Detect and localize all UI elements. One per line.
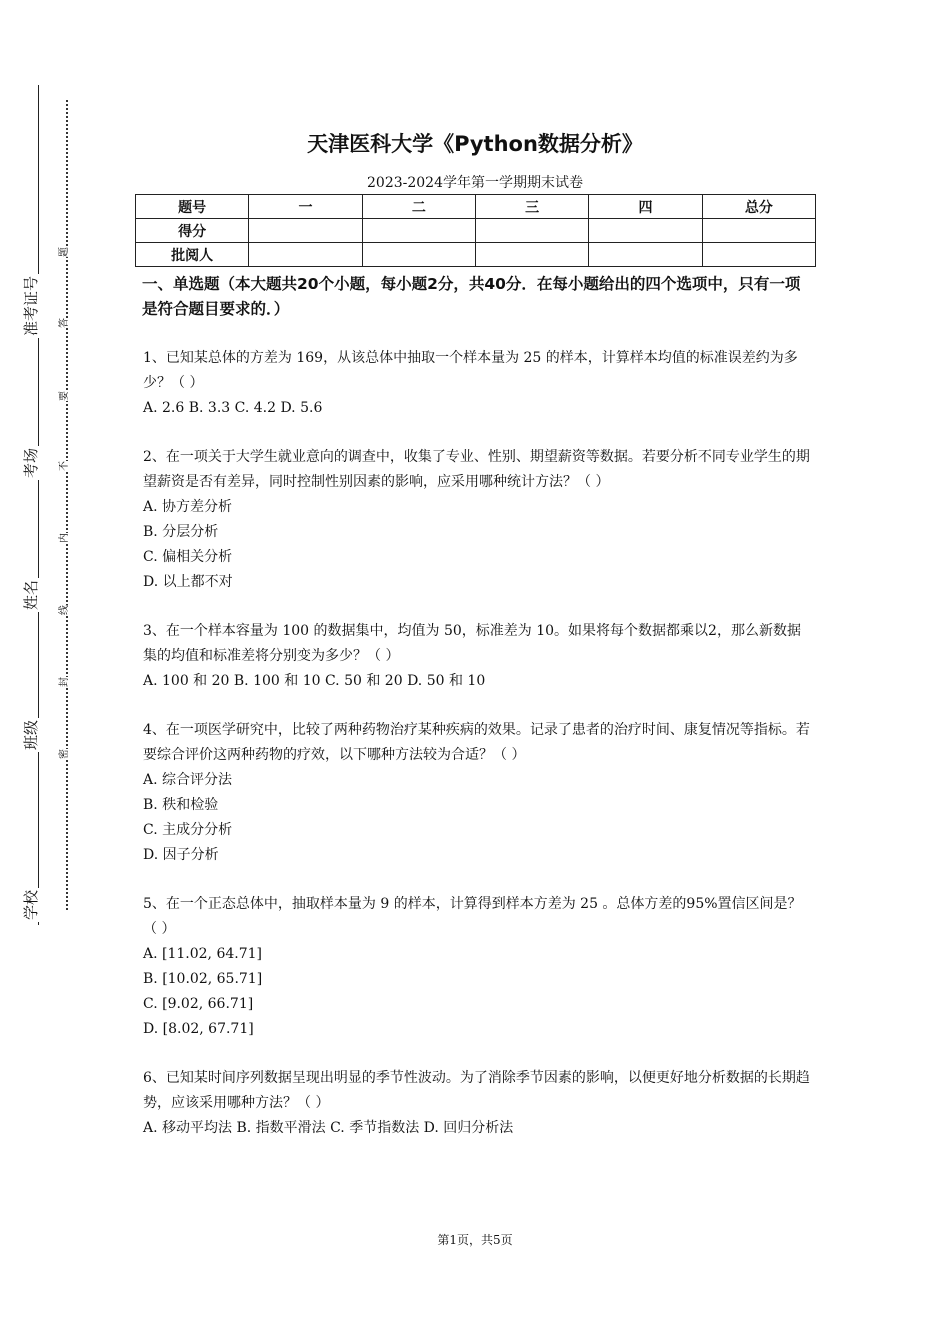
score-table-cell [249,219,362,243]
name-label: 姓名 [22,579,40,610]
question-text: 3、在一个样本容量为 100 的数据集中，均值为 50，标准差为 10。如果将每个数据都乘以2，那么新数据集的均值和标准差将分别变为多少？（ ） [143,623,801,664]
question-option: D. [8.02, 67.71] [143,1021,254,1037]
question-text: 4、在一项医学研究中，比较了两种药物治疗某种疾病的效果。记录了患者的治疗时间、康复情况等指标。若要综合评价这两种药物的疗效，以下哪种方法较为合适？（ ） [143,722,810,763]
exam-title: 天津医科大学《Python数据分析》 [307,132,643,156]
question [143,619,813,694]
exam-subtitle: 2023-2024学年第一学期期末试卷 [367,175,583,191]
score-table-cell [362,243,475,267]
question-options: A. 100 和 20 B. 100 和 10 C. 50 和 20 D. 50 和 10 [143,673,486,689]
page-number: 第1页，共5页 [437,1233,513,1247]
seal-char: 封 [59,677,70,687]
question-option: A. 协方差分析 [143,499,233,515]
score-table-cell [702,243,815,267]
question-option: B. [10.02, 65.71] [143,971,263,987]
question [143,445,813,595]
question-option: B. 秩和检验 [143,797,219,813]
score-table-cell: 批阅人 [136,243,249,267]
question-option: D. 因子分析 [143,847,219,863]
exam-room-label: 考场 [22,447,40,478]
question [143,892,813,1042]
seal-dotted-line [66,100,68,910]
question [143,1066,813,1141]
question-option: B. 分层分析 [143,524,219,540]
score-table-cell: 三 [475,195,588,219]
question-text: 2、在一项关于大学生就业意向的调查中，收集了专业、性别、期望薪资等数据。若要分析不同专业学生的期望薪资是否有差异，同时控制性别因素的影响，应采用哪种统计方法？（ ） [143,449,810,490]
score-table-cell [589,243,702,267]
question-text: 1、已知某总体的方差为 169，从该总体中抽取一个样本量为 25 的样本，计算样本均值的标准误差约为多少？（ ） [143,350,798,391]
score-table-cell [589,219,702,243]
seal-char: 线 [59,605,70,615]
question [143,718,813,868]
score-table-cell: 一 [249,195,362,219]
question-option: A. [11.02, 64.71] [143,946,262,962]
score-table-cell: 得分 [136,219,249,243]
seal-char: 答 [59,318,70,328]
question-text: 6、已知某时间序列数据呈现出明显的季节性波动。为了消除季节因素的影响，以便更好地分析数据的长期趋势，应该采用哪种方法？（ ） [143,1070,810,1111]
score-table-cell [475,243,588,267]
class-label: 班级 [22,719,40,750]
question-option: A. 综合评分法 [143,772,233,788]
exam-number-label: 准考证号 [22,275,40,336]
question-option: D. 以上都不对 [143,574,233,590]
score-table-cell [249,243,362,267]
school-label: 学校 [22,889,40,920]
score-table-cell: 总分 [702,195,815,219]
score-table-header-row [136,195,816,219]
binding-line [38,85,39,925]
question [143,346,813,421]
seal-char: 不 [59,461,70,471]
score-table-cell [475,219,588,243]
question-options: A. 移动平均法 B. 指数平滑法 C. 季节指数法 D. 回归分析法 [143,1120,514,1136]
seal-char: 内 [59,533,70,543]
score-table-cell: 题号 [136,195,249,219]
score-table-cell: 二 [362,195,475,219]
score-table-row [136,243,816,267]
exam-content [143,272,813,1141]
question-options: A. 2.6 B. 3.3 C. 4.2 D. 5.6 [143,400,323,416]
score-table [135,194,816,267]
question-option: C. 偏相关分析 [143,549,233,565]
seal-char: 题 [59,247,70,257]
score-table-cell: 四 [589,195,702,219]
seal-char: 要 [59,391,70,401]
question-option: C. 主成分分析 [143,822,233,838]
section-heading: 一、单选题（本大题共20个小题，每小题2分，共40分．在每小题给出的四个选项中，只有一项是符合题目要求的．） [142,275,801,318]
score-table-row [136,219,816,243]
question-option: C. [9.02, 66.71] [143,996,254,1012]
score-table-cell [702,219,815,243]
score-table-cell [362,219,475,243]
question-text: 5、在一个正态总体中，抽取样本量为 9 的样本，计算得到样本方差为 25 。总体方差的95%置信区间是？（ ） [143,896,802,937]
seal-char: 密 [59,749,70,759]
